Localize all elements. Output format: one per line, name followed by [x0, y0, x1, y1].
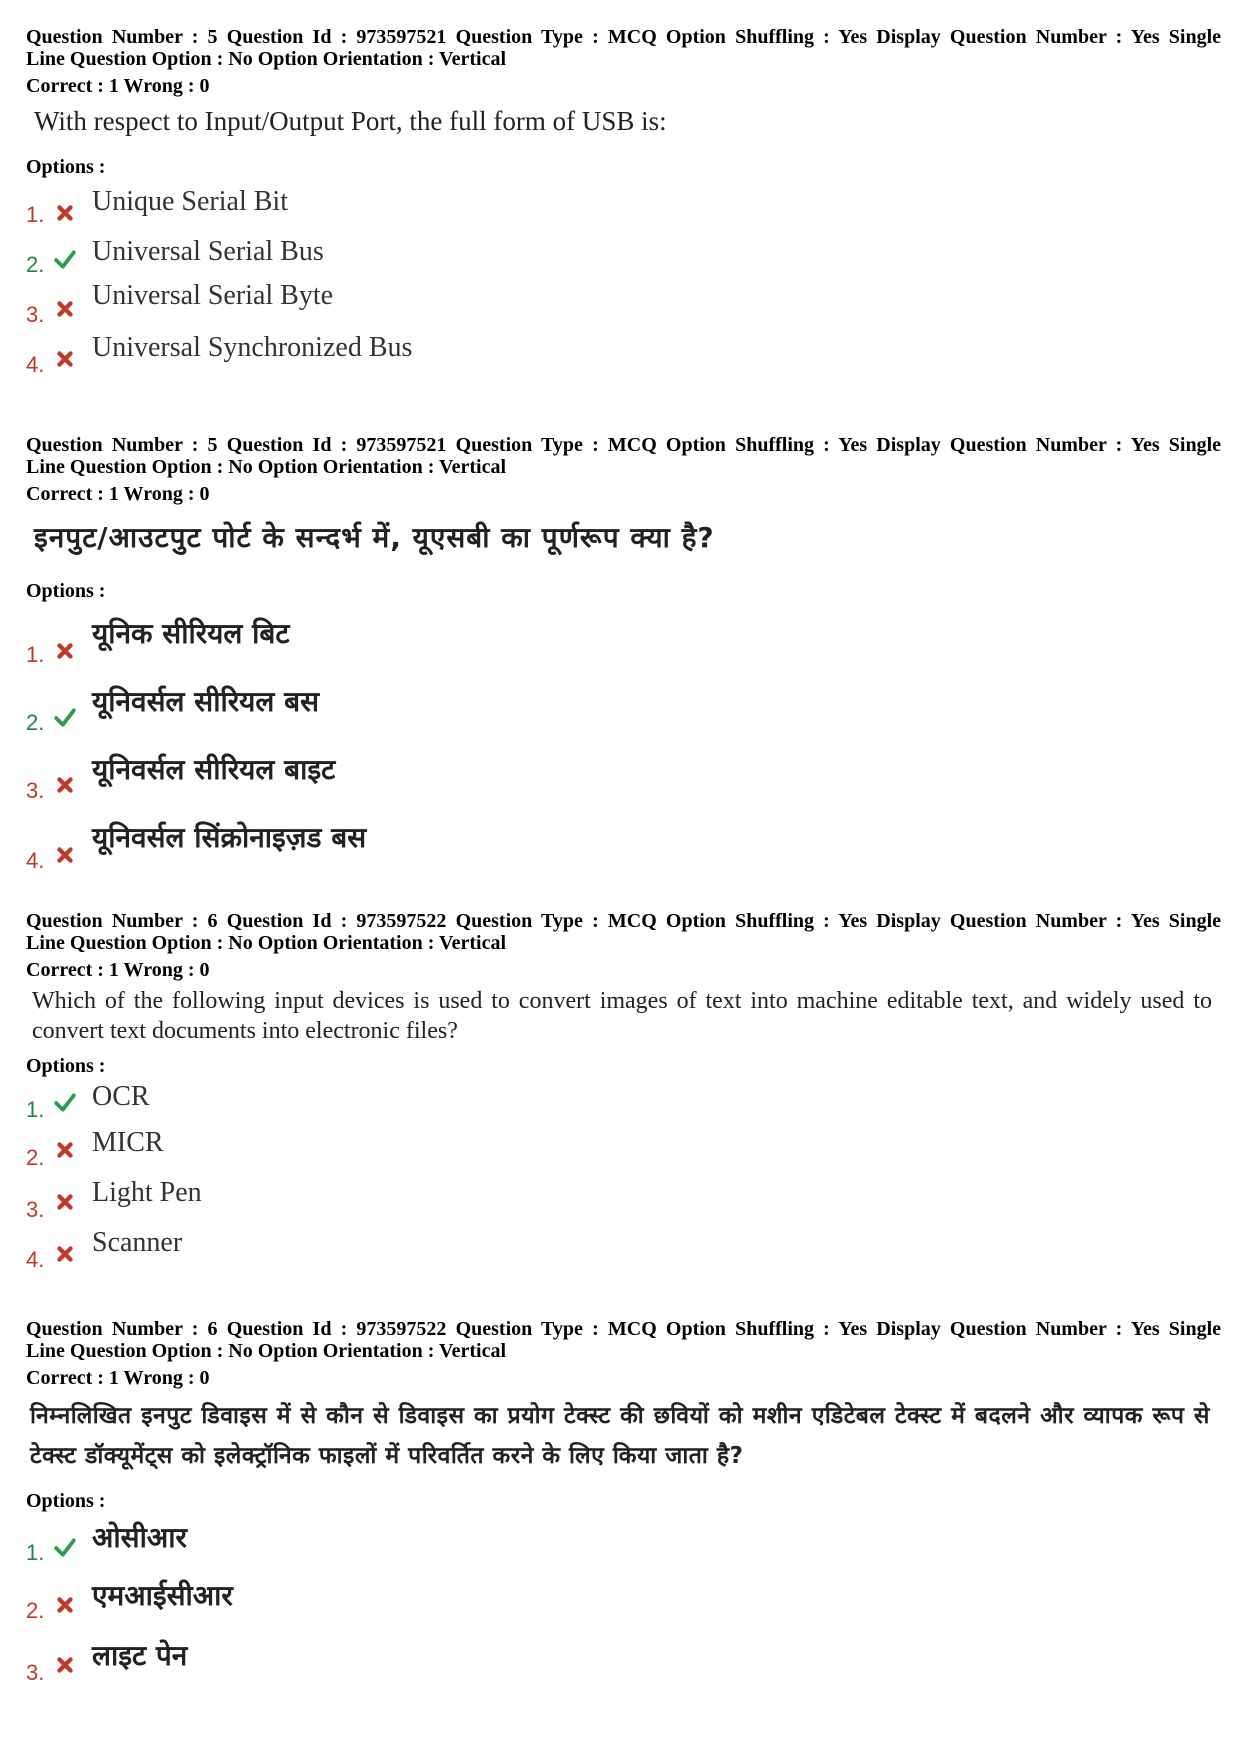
question-block-2 [26, 434, 1221, 873]
cross-icon [54, 348, 76, 370]
cross-icon [54, 1243, 76, 1265]
question-meta: Question Number : 5 Question Id : 973597521 Question Type : MCQ Option Shuffling : Yes Display Question Number : Yes Single [26, 434, 1221, 456]
option-number: 4. [26, 848, 45, 873]
option-text: MICR [92, 1127, 164, 1158]
option-row [26, 746, 826, 806]
option-number: 1. [26, 1540, 45, 1565]
option-text: OCR [92, 1081, 150, 1112]
options-label: Options : [26, 1055, 106, 1077]
cross-icon [54, 640, 76, 662]
option-number: 2. [26, 1598, 45, 1623]
option-number: 4. [26, 1247, 45, 1272]
check-icon [54, 1536, 76, 1558]
option-row [26, 1227, 826, 1273]
cross-icon [54, 1594, 76, 1616]
question-meta-cont: Line Question Option : No Option Orientation : Vertical [26, 1340, 507, 1362]
option-number: 2. [26, 1145, 45, 1170]
check-icon [54, 248, 76, 270]
option-row [26, 1177, 826, 1222]
option-row [26, 1574, 826, 1630]
question-meta: Question Number : 6 Question Id : 973597522 Question Type : MCQ Option Shuffling : Yes Display Question Number : Yes Single [26, 1318, 1221, 1340]
options-label: Options : [26, 1490, 106, 1512]
cross-icon [54, 298, 76, 320]
option-text: यूनिवर्सल सीरियल बस [92, 685, 320, 718]
option-text: Universal Synchronized Bus [92, 332, 413, 363]
question-meta-cont: Line Question Option : No Option Orientation : Vertical [26, 932, 507, 954]
option-text: लाइट पेन [92, 1639, 188, 1672]
option-number: 1. [26, 202, 45, 227]
question-meta-cont: Line Question Option : No Option Orientation : Vertical [26, 48, 507, 70]
question-text: Which of the following input devices is used to convert images of text into machine editable text, and widely used to convert text documents into electronic files? [32, 988, 1212, 1044]
option-number: 3. [26, 1197, 45, 1222]
option-number: 3. [26, 302, 45, 327]
option-number: 3. [26, 778, 45, 803]
cross-icon [54, 774, 76, 796]
options-label: Options : [26, 156, 106, 178]
question-text: इनपुट/आउटपुट पोर्ट के सन्दर्भ में, यूएसबी का पूर्णरूप क्या है? [34, 521, 715, 554]
option-row [26, 1081, 826, 1125]
option-text: एमआईसीआर [92, 1579, 233, 1612]
question-meta-cont: Line Question Option : No Option Orientation : Vertical [26, 456, 507, 478]
cross-icon [54, 1191, 76, 1213]
option-number: 1. [26, 1097, 45, 1122]
option-number: 4. [26, 352, 45, 377]
option-text: Universal Serial Bus [92, 236, 324, 267]
cross-icon [54, 202, 76, 224]
option-text: Universal Serial Byte [92, 280, 334, 311]
option-row [26, 236, 826, 276]
option-text: यूनिवर्सल सीरियल बाइट [92, 753, 336, 786]
score-info: Correct : 1 Wrong : 0 [26, 75, 210, 97]
score-info: Correct : 1 Wrong : 0 [26, 1367, 210, 1389]
option-text: Scanner [92, 1227, 183, 1258]
option-text: ओसीआर [92, 1521, 187, 1554]
option-number: 2. [26, 252, 45, 277]
option-number: 1. [26, 642, 45, 667]
question-block-1 [26, 26, 1221, 377]
option-row [26, 332, 826, 378]
option-row [26, 186, 826, 226]
option-row [26, 610, 826, 670]
cross-icon [54, 1139, 76, 1161]
option-text: यूनिक सीरियल बिट [92, 617, 290, 650]
option-row [26, 1632, 826, 1688]
question-meta: Question Number : 6 Question Id : 973597522 Question Type : MCQ Option Shuffling : Yes Display Question Number : Yes Single [26, 910, 1221, 932]
option-row [26, 1127, 826, 1173]
check-icon [54, 706, 76, 728]
question-text: With respect to Input/Output Port, the full form of USB is: [34, 106, 667, 136]
option-number: 2. [26, 710, 45, 735]
cross-icon [54, 844, 76, 866]
option-row [26, 678, 826, 738]
option-text: यूनिवर्सल सिंक्रोनाइज़ड बस [92, 821, 367, 854]
option-row [26, 814, 826, 874]
question-text: निम्नलिखित इनपुट डिवाइस में से कौन से डिवाइस का प्रयोग टेक्स्ट की छवियों को मशीन एडिटेबल टेक्स्ट में बदलने और व्यापक रूप से टेक्स्ट डॉक्यूमेंट्स को इलेक्ट्रॉनिक फाइलों में परिवर्तित करने के लिए किया जाता है? [30, 1403, 1210, 1469]
question-block-4 [26, 1318, 1221, 1685]
question-block-3 [26, 910, 1221, 1272]
option-number: 3. [26, 1660, 45, 1685]
score-info: Correct : 1 Wrong : 0 [26, 483, 210, 505]
question-meta: Question Number : 5 Question Id : 973597521 Question Type : MCQ Option Shuffling : Yes Display Question Number : Yes Single [26, 26, 1221, 48]
option-text: Light Pen [92, 1177, 202, 1208]
option-row [26, 280, 826, 327]
score-info: Correct : 1 Wrong : 0 [26, 959, 210, 981]
option-text: Unique Serial Bit [92, 186, 288, 217]
check-icon [54, 1091, 76, 1113]
options-label: Options : [26, 580, 106, 602]
option-row [26, 1516, 826, 1572]
cross-icon [54, 1654, 76, 1676]
